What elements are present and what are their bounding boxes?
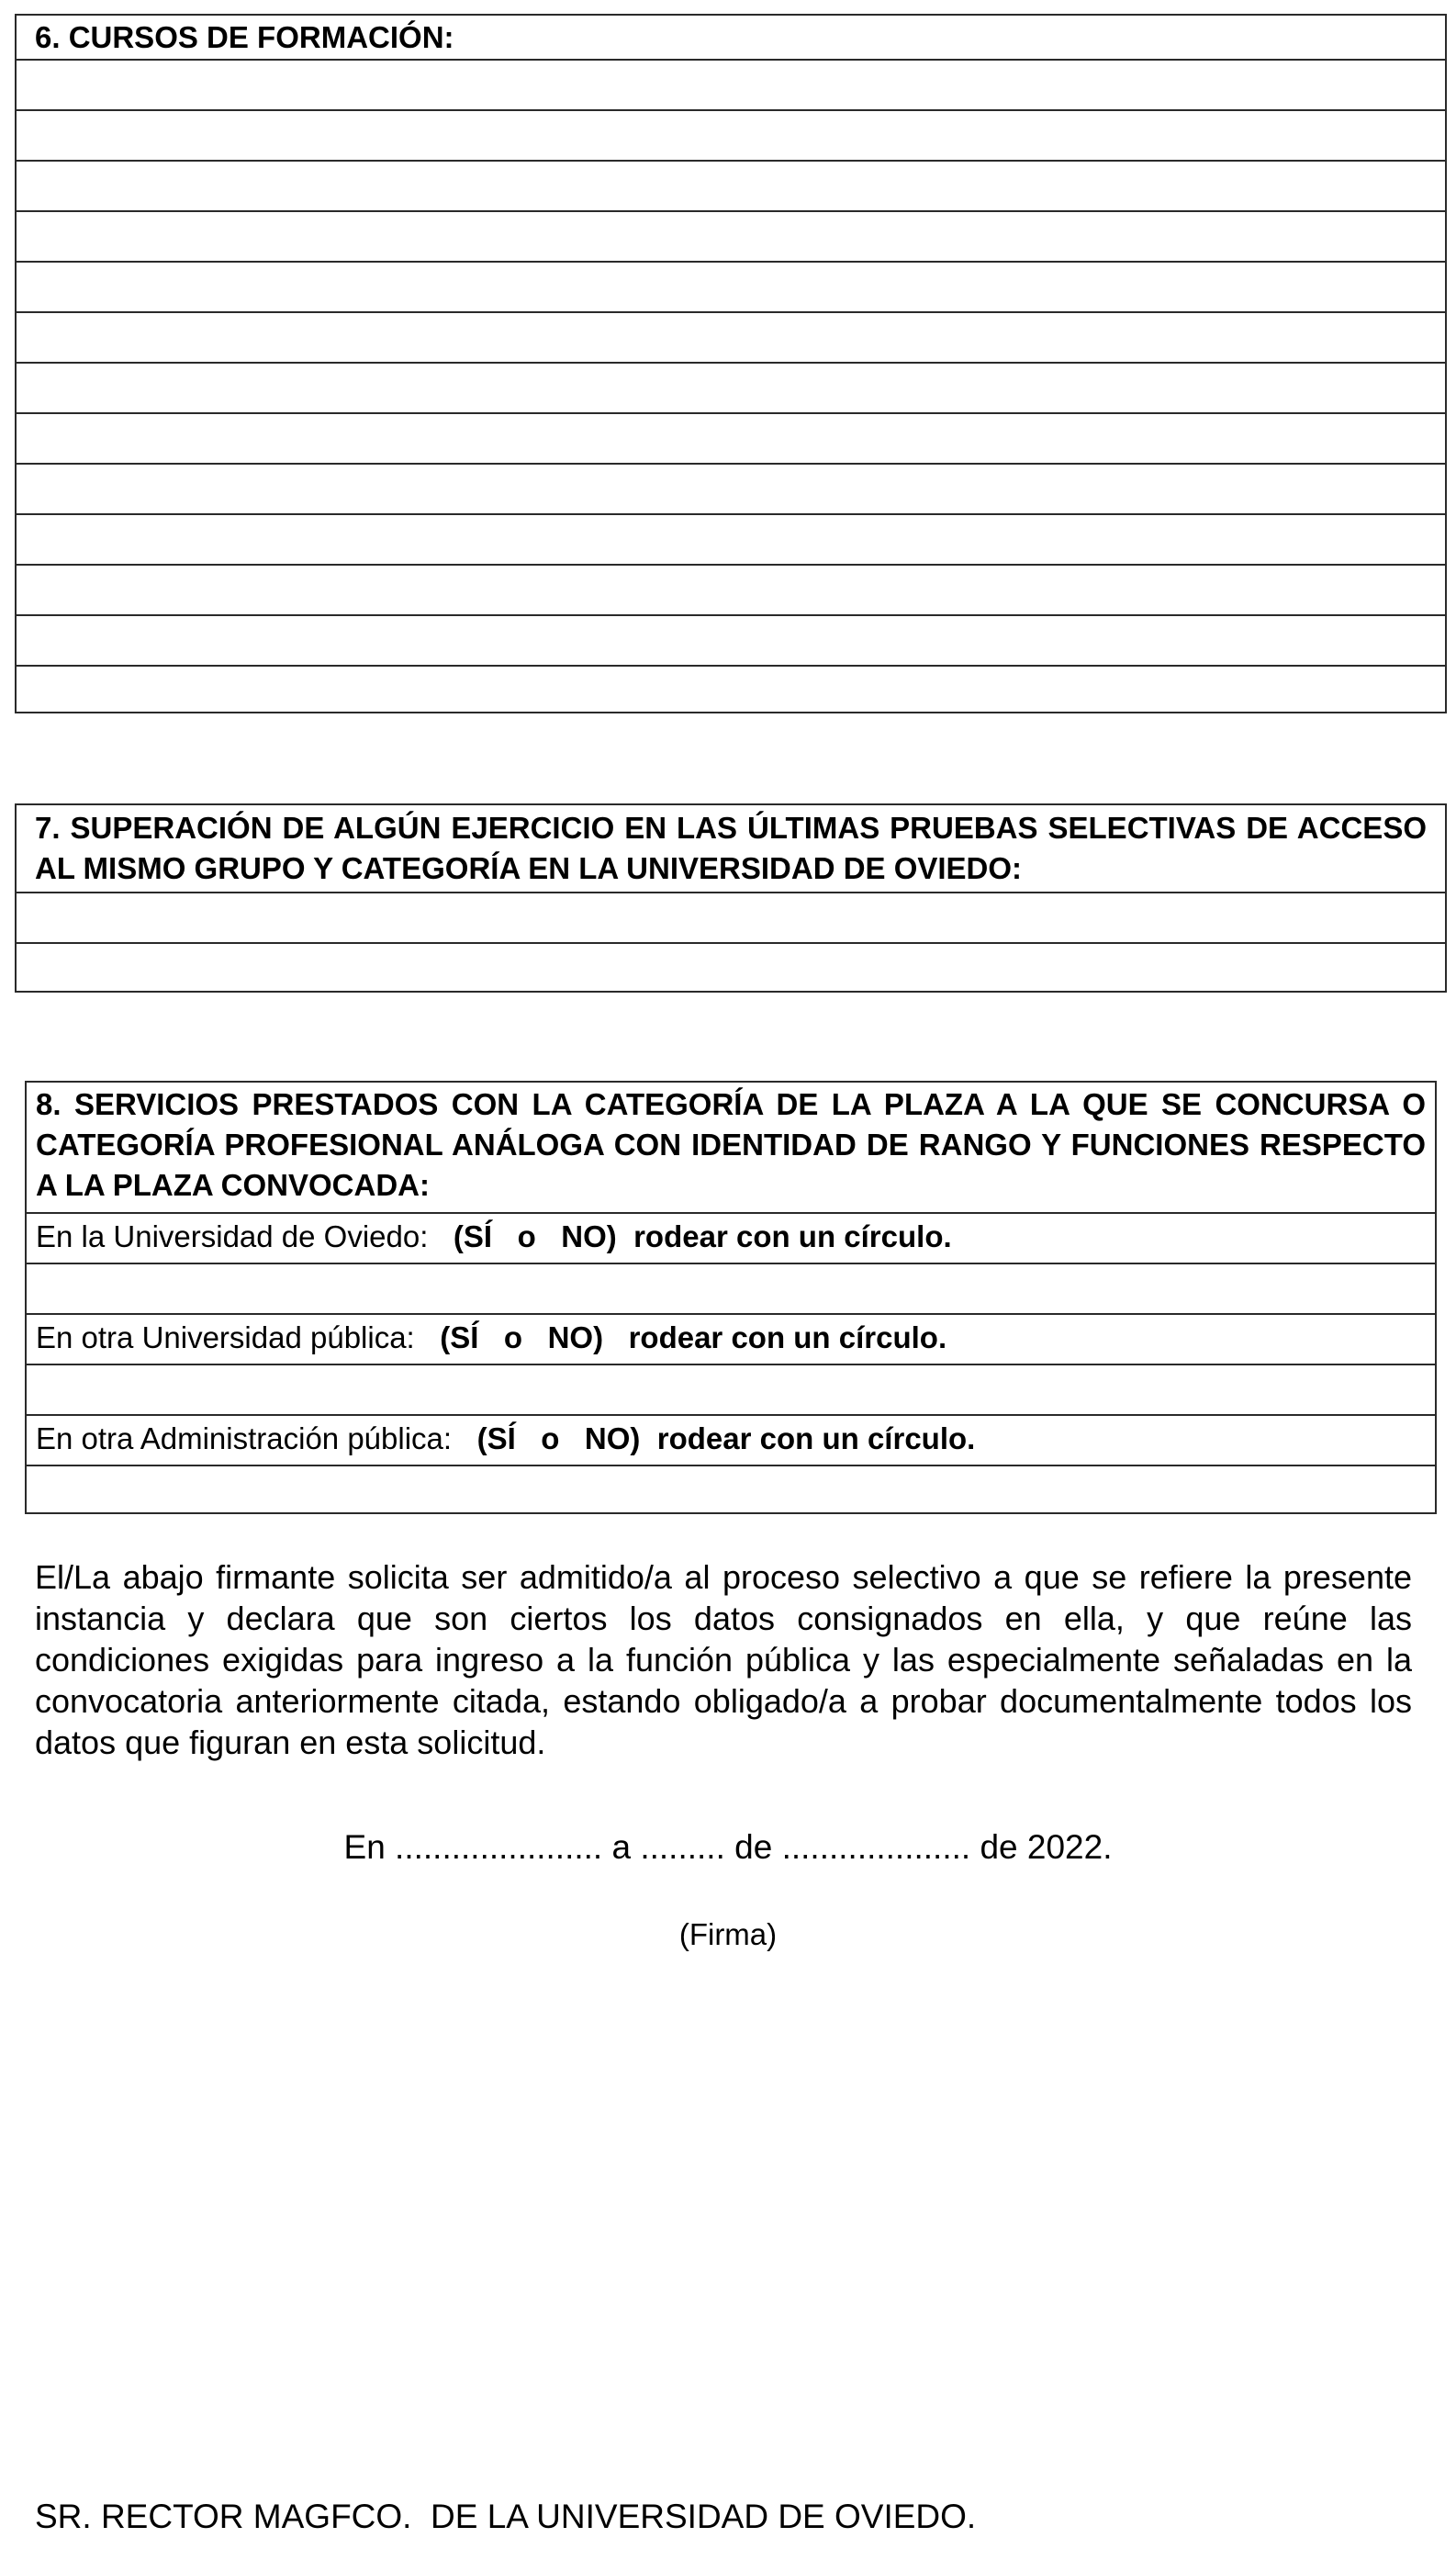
addressee-line: SR. RECTOR MAGFCO. DE LA UNIVERSIDAD DE OVIEDO. <box>35 2498 977 2535</box>
option-row-otra-universidad <box>27 1313 1435 1364</box>
option-question: En otra Universidad pública: <box>36 1320 441 1354</box>
blank-row[interactable] <box>17 892 1445 942</box>
option-answer-si-no[interactable]: (SÍ o NO) rodear con un círculo. <box>476 1421 976 1455</box>
section-6-title: 6. CURSOS DE FORMACIÓN: <box>35 20 454 54</box>
option-question: En otra Administración pública: <box>36 1421 477 1455</box>
signature-label: (Firma) <box>678 1917 778 1951</box>
section-7-title: 7. SUPERACIÓN DE ALGÚN EJERCICIO EN LAS ÚLTIMAS PRUEBAS SELECTIVAS DE ACCESO AL MISMO GRUPO Y CATEGORÍA EN LA UNIVERSIDAD DE OVIEDO: <box>35 811 1427 885</box>
blank-row[interactable] <box>17 311 1445 362</box>
blank-row[interactable] <box>27 1364 1435 1414</box>
blank-row[interactable] <box>17 463 1445 513</box>
section-6-training-courses-table <box>15 14 1447 713</box>
option-row-otra-administracion <box>27 1414 1435 1465</box>
blank-row[interactable] <box>17 261 1445 311</box>
section-7-selective-tests-table <box>15 803 1447 993</box>
blank-row[interactable] <box>17 513 1445 564</box>
blank-row[interactable] <box>17 160 1445 210</box>
blank-row[interactable] <box>17 564 1445 614</box>
blank-row[interactable] <box>17 362 1445 412</box>
blank-row[interactable] <box>17 665 1445 713</box>
blank-row[interactable] <box>27 1465 1435 1513</box>
blank-row[interactable] <box>17 942 1445 991</box>
place-date-line[interactable]: En ...................... a ......... de .................... de 2022. <box>343 1828 1113 1866</box>
section-8-title: 8. SERVICIOS PRESTADOS CON LA CATEGORÍA DE LA PLAZA A LA QUE SE CONCURSA O CATEGORÍA PROFESIONAL ANÁLOGA CON IDENTIDAD DE RANGO Y FUNCIONES RESPECTO A LA PLAZA CONVOCADA: <box>36 1087 1426 1202</box>
blank-row[interactable] <box>17 210 1445 261</box>
blank-row[interactable] <box>17 614 1445 665</box>
blank-row[interactable] <box>17 109 1445 160</box>
declaration-paragraph: El/La abajo firmante solicita ser admitido/a al proceso selectivo a que se refiere la presente instancia y declara que son ciertos los datos consignados en ella, y que reúne las condiciones exigidas para ingreso a la función pública y las especialmente señaladas en la convocatoria anteriormente citada, estando obligado/a a probar documentalmente todos los datos que figuran en esta solicitud. <box>35 1558 1412 1761</box>
blank-row[interactable] <box>27 1263 1435 1313</box>
blank-row[interactable] <box>17 412 1445 463</box>
section-8-services-table <box>25 1081 1437 1514</box>
option-row-universidad-oviedo <box>27 1212 1435 1263</box>
option-answer-si-no[interactable]: (SÍ o NO) rodear con un círculo. <box>440 1320 947 1354</box>
option-answer-si-no[interactable]: (SÍ o NO) rodear con un círculo. <box>453 1219 952 1253</box>
blank-row[interactable] <box>17 59 1445 109</box>
option-question: En la Universidad de Oviedo: <box>36 1219 454 1253</box>
